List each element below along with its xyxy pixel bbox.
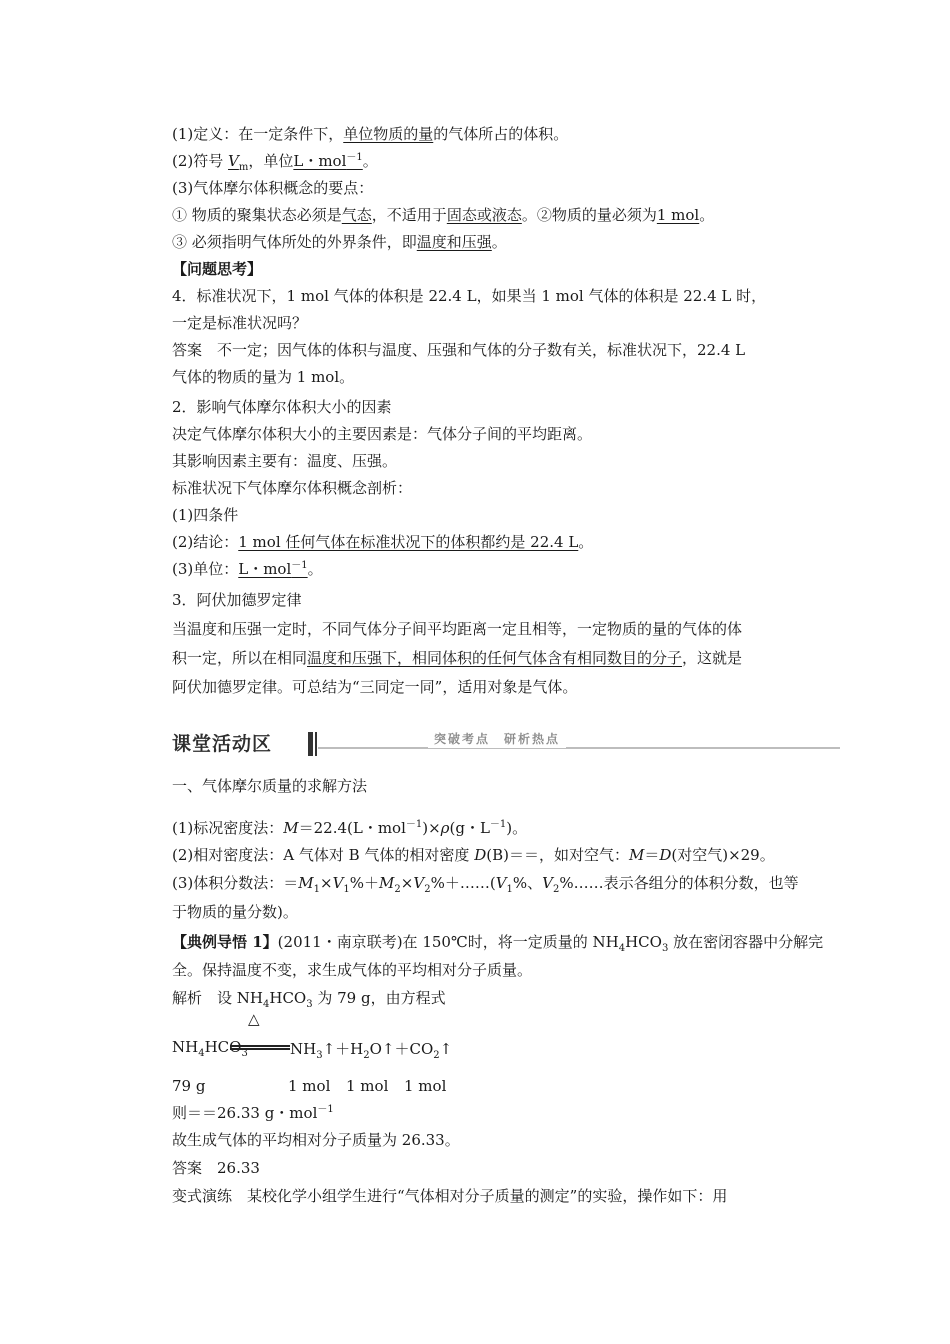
paragraph-line: 标准状况下气体摩尔体积概念剖析： <box>172 479 413 497</box>
paragraph-line: 积一定，所以在相同温度和压强下，相同体积的任何气体含有相同数目的分子，这就是 <box>172 649 743 667</box>
equation-reactant: $NH_4HCO_3$ <box>172 1038 248 1059</box>
question-heading: 【问题思考】 <box>172 260 263 278</box>
result-line: 则＝＝26.33 g・mol$^{-1}$ <box>172 1104 334 1122</box>
unit-underlined: L・mol$^{-1}$ <box>293 152 363 170</box>
method-2: (2)相对密度法：A 气体对 B 气体的相对密度 D(B)＝＝，如对空气：M＝D(对空气)×29。 <box>172 846 775 864</box>
key-point-1-2: ① 物质的聚集状态必须是气态，不适用于固态或液态。②物质的量必须为1 mol。 <box>172 206 715 224</box>
section-heading-3: 3．阿伏加德罗定律 <box>172 591 302 609</box>
equation-products: $NH_3↑+H_2O↑+CO_2↑$ <box>290 1040 453 1061</box>
paragraph-line: 决定气体摩尔体积大小的主要因素是：气体分子间的平均距离。 <box>172 425 593 443</box>
banner-rule <box>318 747 840 749</box>
method-1: (1)标况密度法：M＝22.4(L・mol$^{-1}$)×ρ(g・$L^{-1}$)。 <box>172 819 528 837</box>
document-page: (1)定义：在一定条件下，单位物质的量的气体所占的体积。 (2)符号 $V_m$，单位L・mol$^{-1}$。 (3)气体摩尔体积概念的要点： ① 物质的聚集状态必须是气态，不适用于固态或液态。②物质的量必须为1 mol。 ③ 必须指明气体所处的外界条件，即温度和压强。 【问题思考】 4．标准状况下，1 mol 气体的体积是 22.4 L，如果当 1 mol 气体的体积是 22.4 L 时， 一定是标准状况吗？ 答案 不一定；因气体的体积与温度、压强和气体的分子数有关，标准状况下，22.4 L 气体的物质的量为 1 mol。 2．影响气体摩尔体积大小的因素 决定气体摩尔体积大小的主要因素是：气体分子间的平均距离。 其影响因素主要有：温度、压强。 标准状况下气体摩尔体积概念剖析： (1)四条件 (2)结论：1 mol 任何气体在标准状况下的体积都约是 22.4 L。 (3)单位：L・mol$^{-1}$。 3．阿伏加德罗定律 当温度和压强一定时，不同气体分子间平均距离一定且相等，一定物质的量的气体的体 积一定，所以在相同温度和压强下，相同体积的任何气体含有相同数目的分子，这就是 阿伏加德罗定律。可总结为“三同定一同”，适用对象是气体。 课堂活动区 突破考点 研析热点 一、气体摩尔质量的求解方法 (1)标况密度法：M＝22.4(L・mol$^{-1}$)×ρ(g・$L^{-1}$)。 (2)相对密度法：A 气体对 B 气体的相对密度 D(B)＝＝，如对空气：M＝D(对空气)×29。 (3)体积分数法：$=M_1\times V_1\%+M_2\times V_2\%+\dots\dots(V_1\%$、$V_2\%\dots\dots$表示各组分的体积分数，也等 于物质的量分数)。 【典例导悟 1】(2011・南京联考)在 150℃时，将一定质量的 $NH_4HCO_3$ 放在密闭容器中分解完 全。保持温度不变，求生成气体的平均相对分子质量。 解析 设 $NH_4HCO_3$ 为 79 g，由方程式 △ $NH_4HCO_3$ $NH_3↑+H_2O↑+CO_2↑$ 79 g 1 mol 1 mol 1 mol 则＝＝26.33 g・mol$^{-1}$ 故生成气体的平均相对分子质量为 26.33。 答案 26.33 变式演练 某校化学小组学生进行“气体相对分子质量的测定”的实验，操作如下：用 <box>0 0 950 1344</box>
equation-double-line <box>230 1045 290 1050</box>
banner-subtitle: 突破考点 研析热点 <box>428 730 566 748</box>
section-heading: 一、气体摩尔质量的求解方法 <box>172 777 368 795</box>
paragraph-line: 其影响因素主要有：温度、压强。 <box>172 452 398 470</box>
paragraph-line: (1)四条件 <box>172 506 239 524</box>
answer-line: 答案 26.33 <box>172 1159 260 1177</box>
conclusion-line: (2)结论：1 mol 任何气体在标准状况下的体积都约是 22.4 L。 <box>172 533 594 551</box>
symbol-vm: $V_m$ <box>228 152 249 173</box>
example-tag: 【典例导悟 1】 <box>172 933 278 951</box>
key-points-heading: (3)气体摩尔体积概念的要点： <box>172 179 374 197</box>
chemical-equation <box>172 1010 572 1062</box>
question-text-1: 4．标准状况下，1 mol 气体的体积是 22.4 L，如果当 1 mol 气体的体积是 22.4 L 时， <box>172 287 767 305</box>
solution-line: 解析 设 $NH_4HCO_3$ 为 79 g，由方程式 <box>172 989 446 1010</box>
method-3: (3)体积分数法：$=M_1\times V_1\%+M_2\times V_2\%+\dots\dots(V_1\%$、$V_2\%\dots\dots$表示各组分的体积分数，也等 <box>172 874 799 895</box>
section-heading-2: 2．影响气体摩尔体积大小的因素 <box>172 398 392 416</box>
definition-line: (1)定义：在一定条件下，单位物质的量的气体所占的体积。 <box>172 125 569 143</box>
banner-bar <box>308 732 313 756</box>
conclusion-line: 故生成气体的平均相对分子质量为 26.33。 <box>172 1131 460 1149</box>
question-text-2: 一定是标准状况吗？ <box>172 314 308 332</box>
example-line-1: 【典例导悟 1】(2011・南京联考)在 150℃时，将一定质量的 $NH_4HCO_3$ 放在密闭容器中分解完 <box>172 933 824 954</box>
answer-text-1: 答案 不一定；因气体的体积与温度、压强和气体的分子数有关，标准状况下，22.4 L <box>172 341 746 359</box>
banner-bar <box>315 732 317 756</box>
key-point-3: ③ 必须指明气体所处的外界条件，即温度和压强。 <box>172 233 507 251</box>
method-3-cont: 于物质的量分数)。 <box>172 903 298 921</box>
paragraph-line: 当温度和压强一定时，不同气体分子间平均距离一定且相等，一定物质的量的气体的体 <box>172 620 743 638</box>
answer-text-2: 气体的物质的量为 1 mol。 <box>172 368 355 386</box>
banner-title: 课堂活动区 <box>172 733 273 755</box>
paragraph-line: 阿伏加德罗定律。可总结为“三同定一同”，适用对象是气体。 <box>172 678 578 696</box>
symbol-line: (2)符号 $V_m$，单位L・mol$^{-1}$。 <box>172 152 378 173</box>
example-line-2: 全。保持温度不变，求生成气体的平均相对分子质量。 <box>172 961 533 979</box>
section-banner <box>172 730 840 760</box>
delta-symbol: △ <box>248 1010 260 1028</box>
variant-exercise-line: 变式演练 某校化学小组学生进行“气体相对分子质量的测定”的实验，操作如下：用 <box>172 1187 728 1205</box>
underlined-term: 单位物质的量 <box>343 125 434 143</box>
unit-line: (3)单位：L・mol$^{-1}$。 <box>172 560 323 578</box>
